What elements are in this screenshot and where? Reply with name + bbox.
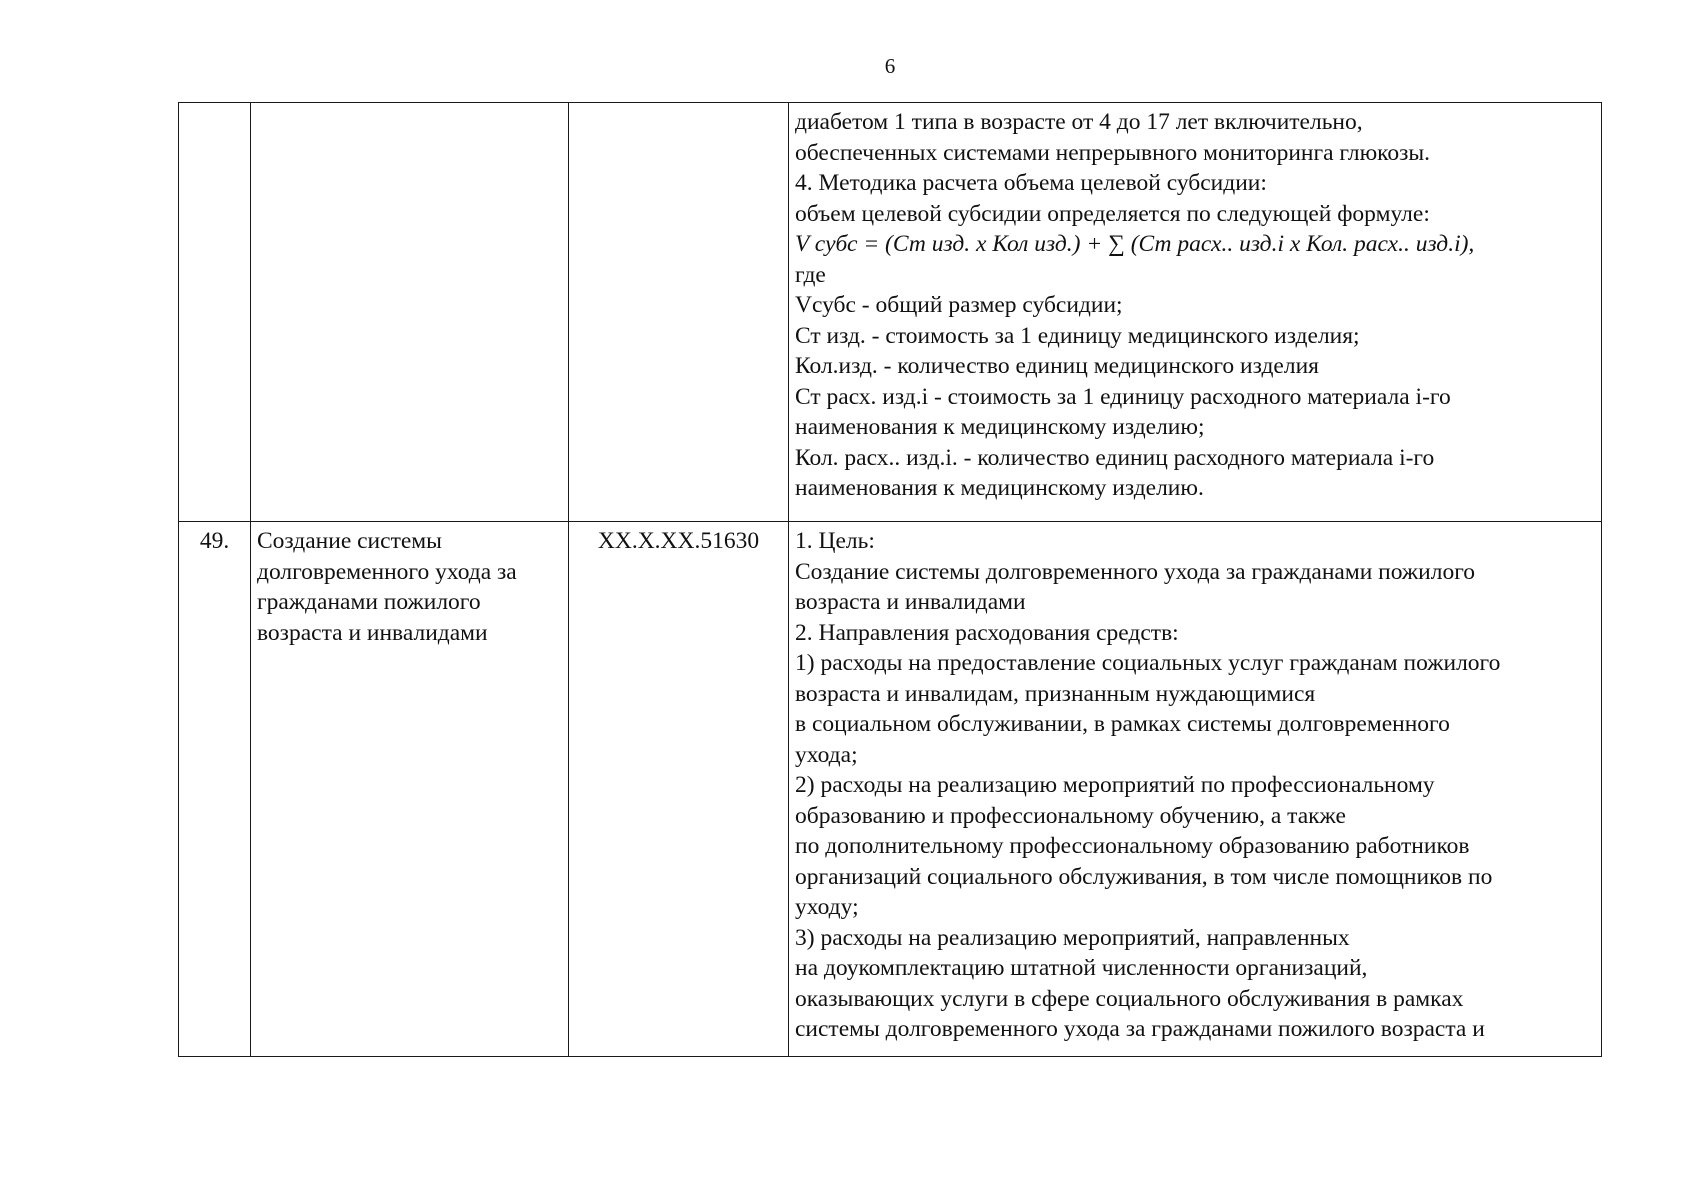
description-line: Создание системы долговременного ухода за гражданами пожилого (795, 558, 1476, 585)
row-name-cell (251, 103, 569, 522)
description-line: оказывающих услуги в сфере социального обслуживания в рамках (795, 985, 1464, 1012)
description-line: возраста и инвалидами (795, 589, 1026, 615)
description-line: где (795, 261, 826, 288)
table-row-49 (179, 522, 1602, 1057)
description-line: системы долговременного ухода за гражданами пожилого возраста и (795, 1016, 1485, 1042)
description-line: Кол.изд. - количество единиц медицинского изделия (795, 353, 1319, 379)
description-line: по дополнительному профессиональному образованию работников (795, 833, 1470, 859)
description-line: объем целевой субсидии определяется по следующей формуле: (795, 200, 1430, 227)
description-line: организаций социального обслуживания, в том числе помощников по (795, 863, 1493, 890)
name-line: Создание системы (257, 528, 442, 554)
funding-table (178, 102, 1602, 1057)
description-line: Ст изд. - стоимость за 1 единицу медицинского изделия; (795, 322, 1360, 349)
row-description-cell (789, 103, 1602, 522)
description-line: Кол. расх.. изд.i. - количество единиц расходного материала i-го (795, 444, 1435, 471)
description-line: Vсубс - общий размер субсидии; (795, 292, 1123, 318)
description-line: уходу; (795, 894, 859, 920)
subsidy-formula: V субс = (Ст изд. х Кол изд.) + ∑ (Ст расх.. изд.i х Кол. расх.. изд.i), (795, 231, 1475, 257)
page-number: 6 (884, 54, 896, 78)
name-line: гражданами пожилого (257, 589, 481, 615)
name-line: возраста и инвалидами (257, 619, 488, 646)
row-description-cell (789, 522, 1602, 1057)
row-number-cell: 49. (179, 522, 251, 1057)
description-line: диабетом 1 типа в возрасте от 4 до 17 лет включительно, (795, 109, 1363, 135)
description-line: возраста и инвалидам, признанным нуждающимися (795, 680, 1316, 707)
description-line: 3) расходы на реализацию мероприятий, направленных (795, 924, 1350, 951)
description-line: 2. Направления расходования средств: (795, 619, 1179, 646)
description-line: наименования к медицинскому изделию. (795, 475, 1204, 501)
description-line: 1. Цель: (795, 528, 875, 554)
description-line: образованию и профессиональному обучению, а также (795, 802, 1346, 829)
description-line: 4. Методика расчета объема целевой субсидии: (795, 170, 1267, 196)
description-line: в социальном обслуживании, в рамках системы долговременного (795, 711, 1450, 737)
row-code-cell (569, 103, 789, 522)
description-line: Ст расх. изд.i - стоимость за 1 единицу расходного материала i-го (795, 383, 1451, 410)
description-line: на доукомплектацию штатной численности организаций, (795, 955, 1368, 981)
table-row-continuation (179, 103, 1602, 522)
row-code-cell: ХХ.Х.ХХ.51630 (569, 522, 789, 1057)
description-line: 1) расходы на предоставление социальных услуг гражданам пожилого (795, 650, 1501, 676)
description-line: ухода; (795, 741, 858, 768)
row-name-cell (251, 522, 569, 1057)
description-line: наименования к медицинскому изделию; (795, 414, 1205, 440)
description-line: 2) расходы на реализацию мероприятий по профессиональному (795, 772, 1435, 798)
name-line: долговременного ухода за (257, 558, 517, 585)
description-line: обеспеченных системами непрерывного мониторинга глюкозы. (795, 139, 1431, 166)
row-number-cell (179, 103, 251, 522)
